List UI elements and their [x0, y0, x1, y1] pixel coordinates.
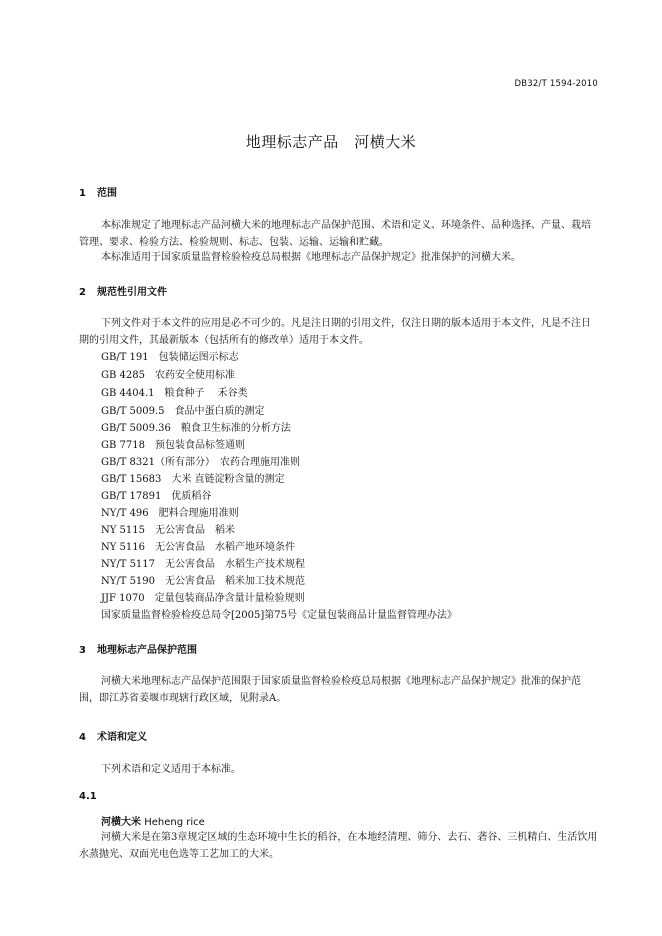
reference-item: GB/T 17891 优质稻谷: [101, 491, 212, 502]
section-2-intro: 下列文件对于本文件的应用是必不可少的。凡是注日期的引用文件，仅注日期的版本适用于本文件，凡是不注日期的引用文件，其最新版本（包括所有的修改单）适用于本文件。: [79, 318, 591, 346]
section-4-intro: 下列术语和定义适用于本标准。: [101, 764, 241, 775]
section-2-number: 2: [79, 287, 86, 298]
section-3-paragraph: 河横大米地理标志产品保护范围限于国家质量监督检验检疫总局根据《地理标志产品保护规定》批准的保护范围，即江苏省姜堰市现辖行政区域，见附录A。: [79, 676, 581, 704]
reference-item: JJF 1070 定量包装商品净含量计量检验规则: [101, 593, 305, 604]
term-chinese: 河横大米: [101, 817, 141, 828]
section-4-heading: [79, 728, 147, 743]
section-3-number: 3: [79, 645, 86, 656]
section-1-heading: [79, 184, 117, 199]
reference-item: GB 4285 农药安全使用标准: [101, 370, 235, 381]
section-1-paragraph-1: 本标准规定了地理标志产品河横大米的地理标志产品保护范围、术语和定义、环境条件、品种选择、产量、栽培管理、要求、检验方法、检验规则、标志、包装、运输、运输和贮藏。: [79, 220, 591, 248]
section-3-heading: [79, 641, 197, 656]
reference-item: GB 4404.1 粮食种子 禾谷类: [101, 388, 248, 399]
reference-item: NY/T 496 肥料合理施用准则: [101, 508, 239, 519]
reference-item: NY/T 5117 无公害食品 水稻生产技术规程: [101, 559, 306, 570]
document-title: 地理标志产品 河横大米: [245, 133, 417, 151]
term-heading: [101, 813, 205, 828]
section-3-title: 地理标志产品保护范围: [97, 645, 197, 656]
section-1-paragraph-2: 本标准适用于国家质量监督检验检疫总局根据《地理标志产品保护规定》批准保护的河横大米。: [101, 252, 521, 263]
reference-item: NY 5115 无公害食品 稻米: [101, 525, 235, 536]
section-4-number: 4: [79, 732, 86, 743]
term-english: Heheng rice: [144, 817, 205, 828]
section-4-title: 术语和定义: [97, 732, 147, 743]
reference-item: GB/T 8321（所有部分） 农药合理施用准则: [101, 457, 301, 468]
section-1-number: 1: [79, 188, 86, 199]
reference-item: NY 5116 无公害食品 水稻产地环境条件: [101, 542, 295, 553]
reference-item: GB/T 15683 大米 直链淀粉含量的测定: [101, 474, 285, 485]
document-code: DB32/T 1594-2010: [514, 79, 598, 89]
reference-item: GB/T 191 包装储运图示标志: [101, 352, 239, 363]
term-definition: 河横大米是在第3章规定区域的生态环境中生长的稻谷，在本地经清理、筛分、去石、砻谷、三机精白、生活饮用水蒸抛光、双面光电色选等工艺加工的大米。: [79, 832, 598, 860]
section-2-title: 规范性引用文件: [97, 287, 167, 298]
reference-item: GB/T 5009.36 粮食卫生标准的分析方法: [101, 423, 291, 434]
section-1-title: 范围: [97, 188, 117, 199]
reference-item: NY/T 5190 无公害食品 稻米加工技术规范: [101, 576, 306, 587]
reference-item: 国家质量监督检验检疫总局令[2005]第75号《定量包装商品计量监督管理办法》: [101, 610, 457, 621]
reference-item: GB/T 5009.5 食品中蛋白质的测定: [101, 406, 265, 417]
reference-item: GB 7718 预包装食品标签通则: [101, 440, 245, 451]
subsection-4-1-number: 4.1: [79, 791, 97, 802]
section-2-heading: [79, 283, 167, 298]
